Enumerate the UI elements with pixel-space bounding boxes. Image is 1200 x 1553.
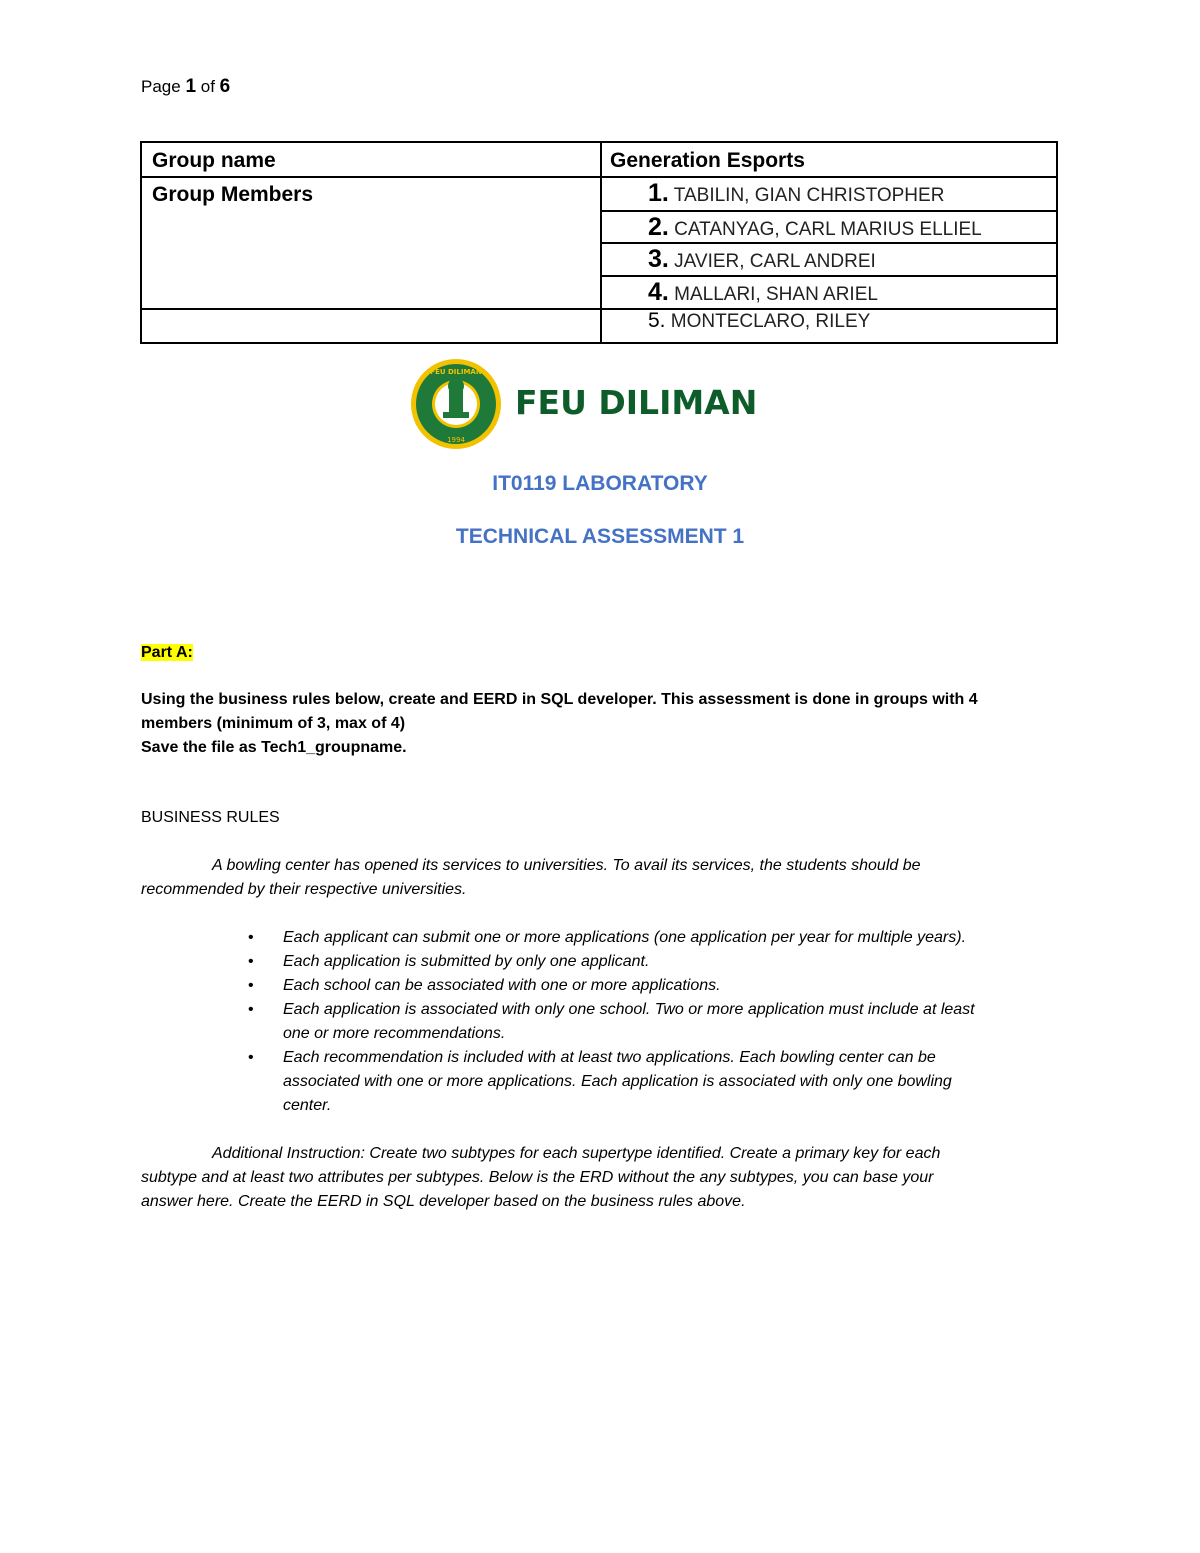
member-number: 3. xyxy=(648,245,669,273)
table-divider xyxy=(600,275,1056,277)
list-item xyxy=(141,1046,1071,1118)
member-name: MALLARI, SHAN ARIEL xyxy=(674,284,878,305)
rule-line: Each application is associated with only one school. Two or more application must include at least xyxy=(283,1001,975,1018)
group-members-label: Group Members xyxy=(152,183,314,206)
member-item xyxy=(648,213,982,242)
list-item xyxy=(141,974,1071,998)
instructions-line: members (minimum of 3, max of 4) xyxy=(141,715,406,732)
logo-text: FEU DILIMAN xyxy=(515,383,758,422)
member-number: 2. xyxy=(648,213,669,241)
rule-line: Each school can be associated with one or more applications. xyxy=(283,977,721,994)
member-item xyxy=(648,278,878,307)
feu-diliman-logo xyxy=(409,356,789,452)
member-number: 1. xyxy=(648,179,669,207)
list-item xyxy=(141,926,1071,950)
table-divider xyxy=(142,308,1056,310)
page-total: 6 xyxy=(219,76,231,97)
page-prefix: Page xyxy=(141,77,181,96)
table-divider xyxy=(600,242,1056,244)
assessment-title: TECHNICAL ASSESSMENT 1 xyxy=(455,525,745,548)
table-divider xyxy=(600,210,1056,212)
intro-line: recommended by their respective universities. xyxy=(141,881,467,898)
member-number: 5. xyxy=(648,309,666,332)
member-number: 4. xyxy=(648,278,669,306)
table-divider xyxy=(142,176,1056,178)
intro-line: A bowling center has opened its services to universities. To avail its services, the students should be xyxy=(212,857,921,874)
feu-seal-icon xyxy=(409,356,789,452)
save-line: Save the file as Tech1_groupname. xyxy=(141,739,407,756)
bullet-icon: • xyxy=(248,929,254,946)
rule-line: one or more recommendations. xyxy=(283,1025,506,1042)
instructions-line: Using the business rules below, create and EERD in SQL developer. This assessment is done in groups with 4 xyxy=(141,691,978,708)
list-item xyxy=(141,950,1071,974)
member-name: TABILIN, GIAN CHRISTOPHER xyxy=(673,185,945,206)
seal-year: 1994 xyxy=(447,436,465,444)
group-name-value: Generation Esports xyxy=(610,149,805,172)
rule-line: Each applicant can submit one or more applications (one application per year for multiple years). xyxy=(283,929,967,946)
member-item xyxy=(648,179,944,208)
additional-line: answer here. Create the EERD in SQL developer based on the business rules above. xyxy=(141,1193,746,1210)
bullet-icon: • xyxy=(248,1001,254,1018)
rule-line: Each recommendation is included with at least two applications. Each bowling center can be xyxy=(283,1049,936,1066)
part-a-label-row xyxy=(141,641,1071,665)
business-rules-list xyxy=(141,926,1071,1118)
course-title: IT0119 LABORATORY xyxy=(492,472,708,495)
page-current: 1 xyxy=(185,76,197,97)
member-name: CATANYAG, CARL MARIUS ELLIEL xyxy=(674,219,982,240)
bullet-icon: • xyxy=(248,977,254,994)
business-rules-heading: BUSINESS RULES xyxy=(141,809,280,826)
member-item xyxy=(648,309,870,333)
group-name-label: Group name xyxy=(152,149,276,172)
member-item xyxy=(648,245,876,274)
seal-text: FEU DILIMAN xyxy=(430,368,482,376)
part-a-label: Part A: xyxy=(141,644,193,661)
group-table xyxy=(140,141,1058,344)
additional-line: Additional Instruction: Create two subtypes for each supertype identified. Create a primary key for each xyxy=(212,1145,941,1162)
list-item xyxy=(141,998,1071,1046)
part-a-instructions xyxy=(141,688,1071,760)
rule-line: center. xyxy=(283,1097,332,1114)
rule-line: Each application is submitted by only one applicant. xyxy=(283,953,650,970)
bullet-icon: • xyxy=(248,1049,254,1066)
bullet-icon: • xyxy=(248,953,254,970)
additional-line: subtype and at least two attributes per subtypes. Below is the ERD without the any subtypes, you can base your xyxy=(141,1169,934,1186)
additional-instruction xyxy=(141,1142,1071,1214)
page-number xyxy=(141,76,230,98)
business-rules-intro xyxy=(141,854,1071,902)
rule-line: associated with one or more applications. Each application is associated with only one bowling xyxy=(283,1073,952,1090)
member-name: JAVIER, CARL ANDREI xyxy=(674,251,876,272)
member-name: MONTECLARO, RILEY xyxy=(670,311,871,332)
page-of: of xyxy=(200,77,215,96)
